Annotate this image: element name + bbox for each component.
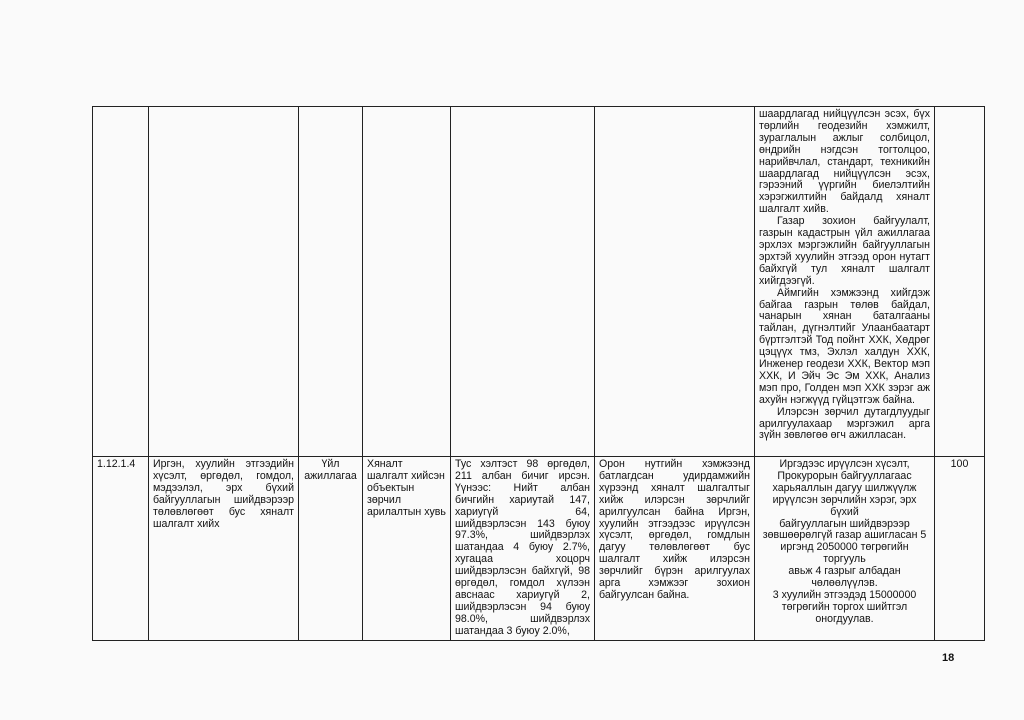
row-type: Үйл ажиллагаа [299,457,363,641]
row-progress: Тус хэлтэст 98 өргөдөл, 211 албан бичиг ирсэн. Үүнээс: Нийт албан бичгийн хариутай 147, хариугүй 64, шийдвэрлэсэн 143 буюу 97.3%, шийдвэрлэх шатандаа 4 буюу 2.7%, хугацаа хоцорч шийдвэрлэсэн байхгүй, 98 өргөдөл, гомдол хүлээн авснаас хариугүй 2, шийдвэрлэсэн 94 буюу 98.0%, шийдвэрлэх шатандаа 3 буюу 2.0%, [451,457,595,641]
row-result: Орон нутгийн хэмжээнд батлагдсан удирдамжийн хүрээнд хяналт шалгалтыг хийж илэрсэн зөрчлийг арилгуулсан байна Иргэн, хуулийн этгээдээс ирүүлсэн хүсэлт, өргөдөл, гомдлын дагуу төлөвлөгөөт бус шалгалт хийж илэрсэн зөрчлийг бүрэн арилгуулах арга хэмжээг зохион байгуулсан байна. [595,457,755,641]
assessment-line: харьяаллын дагуу шилжүүлж [772,481,917,494]
row-code: 1.12.1.4 [93,457,149,641]
assessment-line: Иргэдээс ирүүлсэн хүсэлт, [779,458,910,470]
assessment-line: зөвшөөрөлгүй газар ашигласан 5 [762,529,927,542]
verification-paragraph: шаардлагад нийцүүлсэн эсэх, бүх төрлийн геодезийн хэмжилт, зураглалын ажлыг солбицол, өндрийн нэгдсэн тогтолцоо, нарийвчлал, стандарт, техникийн шаардлагад нийцүүлсэн эсэх, гэрээний үүргийн биелэлтийн хэрэгжилтийн байдалд хяналт шалгалт хийв. [759,108,930,216]
report-table [92,106,985,641]
cell-task-empty [149,107,299,457]
cell-code-empty [93,107,149,457]
table-row-continued [93,107,985,457]
cell-indicator-empty [363,107,451,457]
row-score: 100 [935,457,985,641]
assessment-line: 3 хуулийн этгээдэд 15000000 [772,588,917,601]
assessment-line: төгрөгийн торгох шийтгэл оногдуулав. [781,600,908,625]
assessment-line: иргэнд 2050000 төгрөгийн торгууль [780,541,909,566]
cell-type-empty [299,107,363,457]
verification-paragraph: Илэрсэн зөрчил дутагдлуудыг арилгуулахаар мэргэжил арга зүйн зөвлөгөө өгч ажилласан. [759,405,930,442]
page-number: 18 [942,652,955,664]
row-task: Иргэн, хуулийн этгээдийн хүсэлт, өргөдөл, гомдол, мэдээлэл, эрх бүхий байгууллагын шийдвэрээр төлөвлөгөөт бус хяналт шалгалт хийх [149,457,299,641]
verification-paragraph: Аймгийн хэмжээнд хийгдэж байгаа газрын төлөв байдал, чанарын хянан баталгааны тайлан, дүгнэлтийг Улаанбаатарт бүртгэлтэй Тод пойнт ХХК, Хөдрөг цэцүүх тмз, Эхлэл халдун ХХК, Инженер геодези ХХК, Вектор мэп ХХК, И Эйч Эс Эм ХХК, Анализ мэп про, Голден мэп ХХК зэрэг аж ахуйн нэгжүүд гүйцэтгэж байна. [759,286,930,406]
cell-score-empty [935,107,985,457]
cell-result-empty [595,107,755,457]
assessment-line: ирүүлсэн зөрчлийн хэрэг, эрх бүхий [772,493,917,518]
assessment-line: Прокурорын байгууллагаас [777,469,912,482]
cell-verification-text [755,107,935,457]
row-indicator: Хяналт шалгалт хийсэн объектын зөрчил арилалтын хувь [363,457,451,641]
row-assessment [755,457,935,641]
assessment-line: авьж 4 газрыг албадан чөлөөлүүлэв. [788,565,901,590]
assessment-line: байгууллагын шийдвэрээр [779,517,910,530]
cell-progress-empty [451,107,595,457]
table-row [93,457,985,641]
verification-paragraph: Газар зохион байгуулалт, газрын кадастрын үйл ажиллагаа эрхлэх мэргэжлийн байгууллагын эрхтэй хуулийн этгээд орон нутагт байхгүй тул хяналт шалгалт хийгдээгүй. [759,215,930,287]
